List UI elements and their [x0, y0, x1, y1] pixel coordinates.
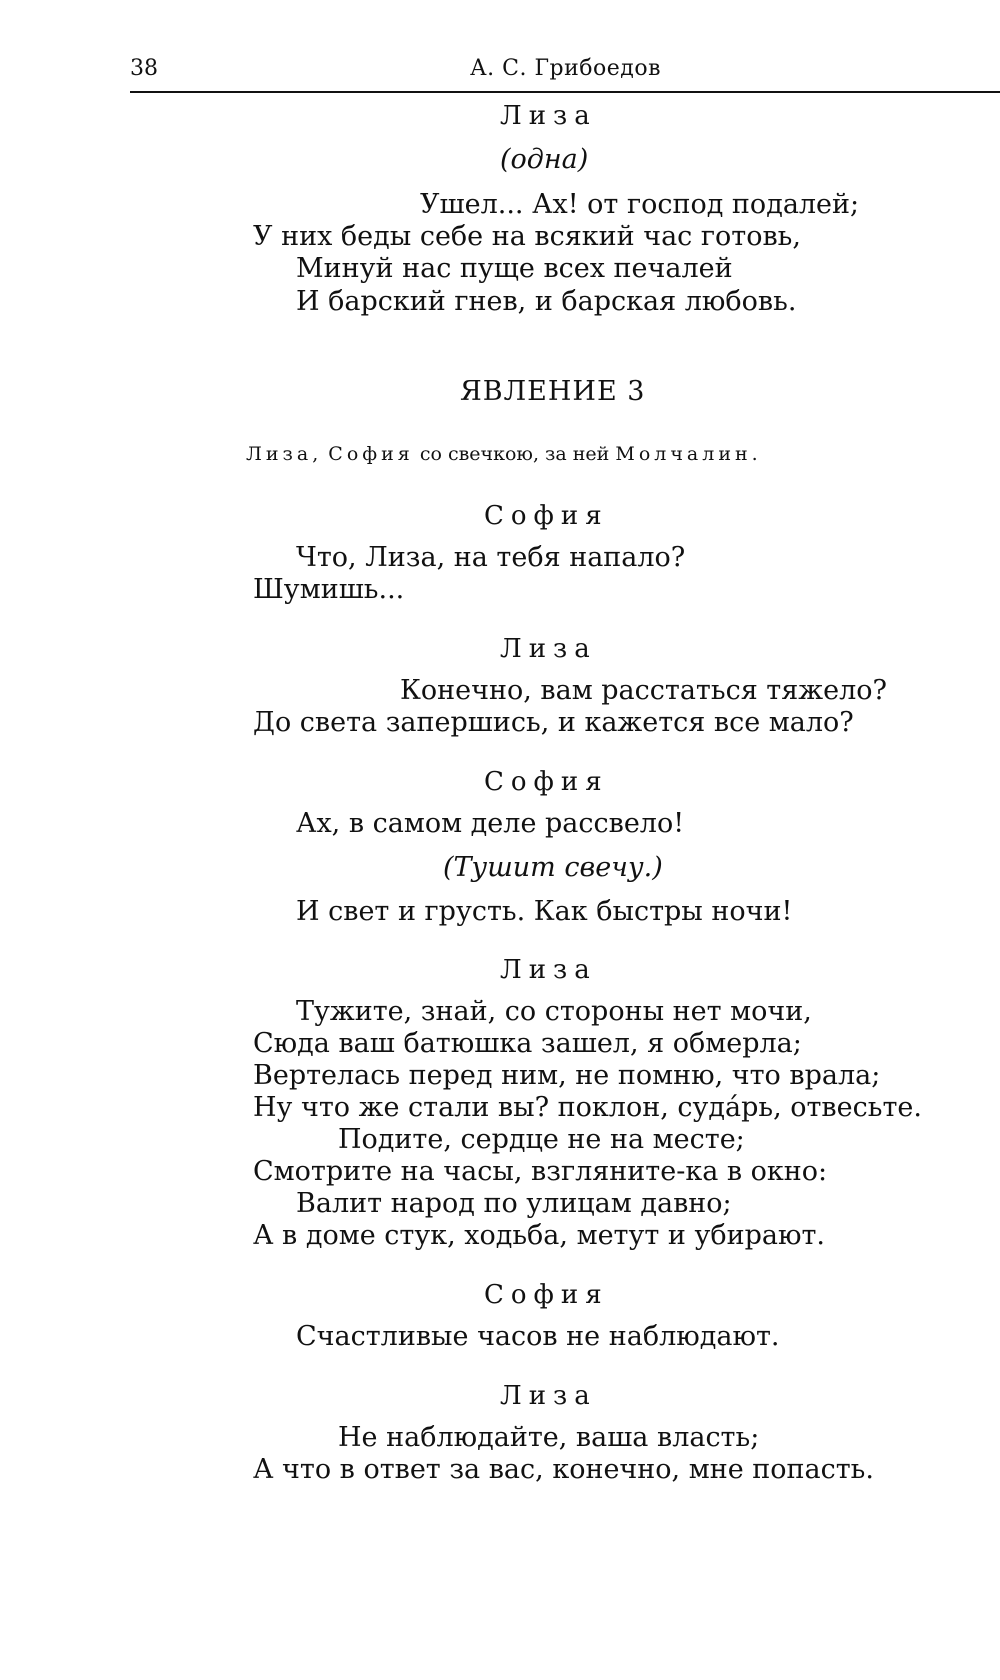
verse-line: Ну что же стали вы? поклон, судáрь, отвесьте. — [253, 1092, 922, 1123]
scene-title: ЯВЛЕНИЕ 3 — [460, 376, 646, 407]
page-header — [130, 52, 1000, 94]
speaker-name: София — [484, 501, 609, 531]
verse-line: Конечно, вам расстаться тяжело? — [400, 675, 887, 706]
speaker-name: Лиза — [500, 634, 597, 664]
verse-line: И свет и грусть. Как быстры ночи! — [296, 896, 793, 927]
stage-direction: (Тушит свечу.) — [443, 852, 663, 883]
speaker-name: София — [484, 1280, 609, 1310]
verse-line: Вертелась перед ним, не помню, что врала; — [253, 1060, 881, 1091]
header-rule — [130, 91, 1000, 93]
verse-line: Смотрите на часы, взгляните-ка в окно: — [253, 1156, 828, 1187]
cast-lisa: Лиза, — [246, 443, 323, 465]
cast-sofia: София — [328, 443, 414, 465]
verse-line: Тужите, знай, со стороны нет мочи, — [296, 996, 812, 1027]
page-number: 38 — [130, 56, 158, 81]
cast-direction: со свечкою, за ней — [419, 443, 610, 465]
running-head: А. С. Грибоедов — [470, 56, 661, 81]
verse-line: Не наблюдайте, ваша власть; — [338, 1422, 760, 1453]
verse-line: У них беды себе на всякий час готовь, — [253, 221, 801, 252]
verse-line: Счастливые часов не наблюдают. — [296, 1321, 780, 1352]
verse-line: Ушел... Ах! от господ подалей; — [420, 189, 860, 220]
speaker-name: Лиза — [500, 1381, 597, 1411]
verse-line: И барский гнев, и барская любовь. — [296, 286, 797, 317]
speaker-name: Лиза — [500, 101, 597, 131]
verse-line: А в доме стук, ходьба, метут и убирают. — [253, 1220, 826, 1251]
verse-line: Ах, в самом деле рассвело! — [296, 808, 685, 839]
verse-line: Валит народ по улицам давно; — [296, 1188, 732, 1219]
verse-line: Подите, сердце не на месте; — [338, 1124, 745, 1155]
stage-direction: (одна) — [500, 144, 589, 175]
speaker-name: София — [484, 767, 609, 797]
cast-list — [246, 443, 762, 465]
verse-line: Что, Лиза, на тебя напало? — [296, 542, 686, 573]
verse-line: Шумишь... — [253, 574, 405, 605]
verse-line: До света запершись, и кажется все мало? — [253, 707, 854, 738]
verse-line: Сюда ваш батюшка зашел, я обмерла; — [253, 1028, 802, 1059]
cast-molchalin: Молчалин. — [615, 443, 762, 465]
speaker-name: Лиза — [500, 955, 597, 985]
verse-line: А что в ответ за вас, конечно, мне попасть. — [253, 1454, 874, 1485]
verse-line: Минуй нас пуще всех печалей — [296, 253, 733, 284]
